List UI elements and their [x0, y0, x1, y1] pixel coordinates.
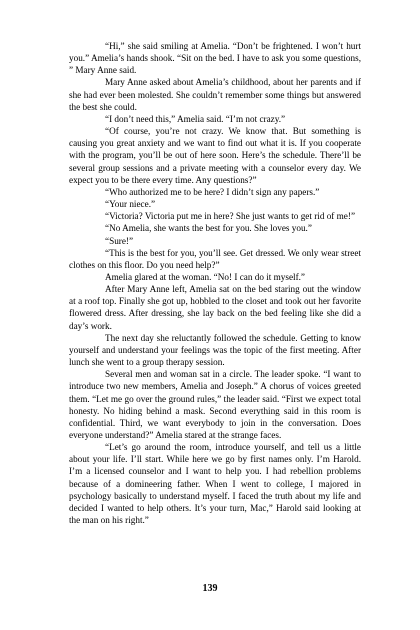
paragraph: “No Amelia, she wants the best for you. She loves you.”: [105, 223, 312, 234]
paragraph: Amelia glared at the woman. “No! I can do it myself.”: [105, 271, 306, 282]
page-number: 139: [202, 583, 218, 594]
paragraph: “Of course, you’re not crazy. We know that. But something is causing you great anxiety and we want to find out what it is. If you cooperate with the program, you’ll be out of here soon. Here’s the schedule. There’ll be several group sessions and a private meeting with a counselor every day. We expect you to be there every time. Any questions?”: [69, 126, 361, 185]
paragraph: The next day she reluctantly followed the schedule. Getting to know yourself and understand your feelings was the topic of the first meeting. After lunch she went to a group therapy session.: [69, 332, 361, 368]
paragraph: “Sure!”: [105, 235, 134, 246]
paragraph: “Hi,” she said smiling at Amelia. “Don’t be frightened. I won’t hurt you.” Amelia’s hands shook. “Sit on the bed. I have to ask you some questions, ” Mary Anne said.: [69, 41, 361, 76]
paragraph: “This is the best for you, you’ll see. Get dressed. We only wear street clothes on this floor. Do you need help?”: [69, 247, 361, 270]
paragraph: “Your niece.”: [105, 199, 156, 210]
paragraph: “Victoria? Victoria put me in here? She just wants to get rid of me!”: [105, 211, 356, 222]
paragraph: “Let’s go around the room, introduce yourself, and tell us a little about your life. I’ll start. While here we go by first names only. I’m Harold. I’m a licensed counselor and I want to help you. I had rebellion problems because of a domineering father. When I went to college, I majored in psychology basically to understand myself. I faced the truth about my life and decided I wanted to help others. It’s your turn, Mac,” Harold said looking at the man on his right.”: [69, 442, 361, 526]
paragraph: After Mary Anne left, Amelia sat on the bed staring out the window at a roof top. Finally she got up, hobbled to the closet and took out her favorite flowered dress. After dressing, she lay back on the bed feeling like she did a day’s work.: [69, 284, 361, 331]
paragraph: Mary Anne asked about Amelia’s childhood, about her parents and if she had ever been molested. She couldn’t remember some things but answered the best she could.: [69, 77, 361, 112]
paragraph: “Who authorized me to be here? I didn’t sign any papers.”: [105, 186, 320, 197]
body-text: [69, 40, 361, 526]
paragraph: Several men and woman sat in a circle. The leader spoke. “I want to introduce two new members, Amelia and Joseph.” A chorus of voices greeted them. “Let me go over the ground rules,” the leader said. “First we expect total honesty. No hiding behind a mask. Second everything said in this room is confidential. Third, we want everybody to join in the conversation. Does everyone understand?” Amelia stared at the strange faces.: [69, 369, 361, 440]
paragraph: “I don’t need this,” Amelia said. “I’m not crazy.”: [105, 113, 286, 124]
